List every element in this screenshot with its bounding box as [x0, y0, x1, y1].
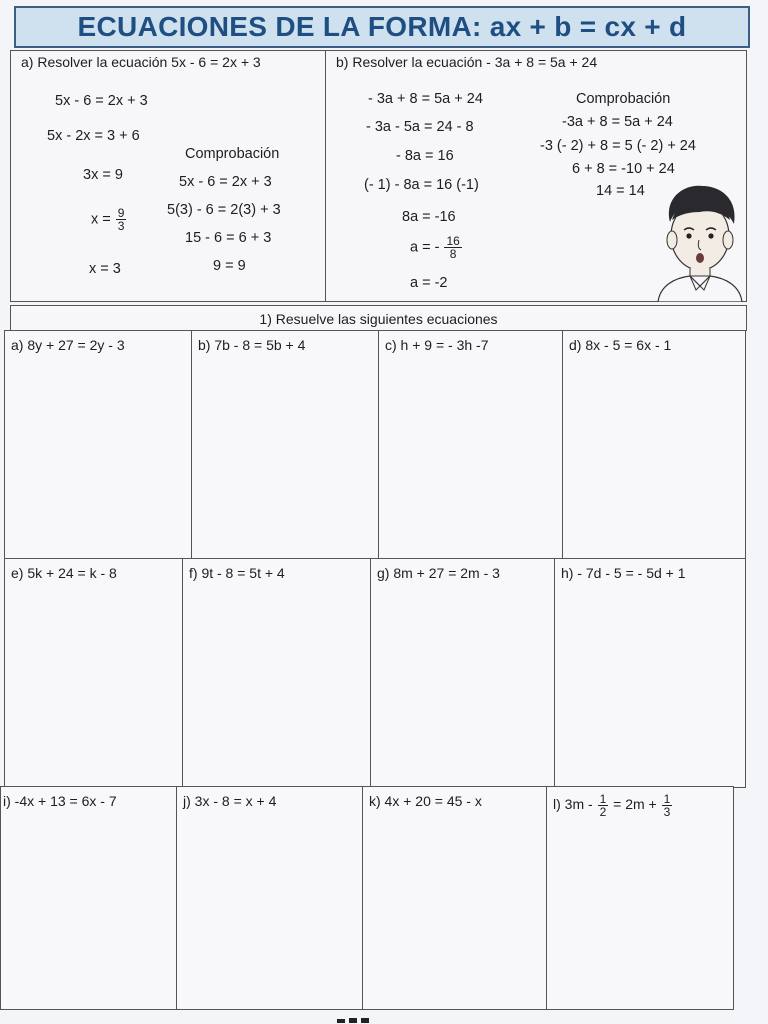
- example-a-step-3: 3x = 9: [83, 167, 123, 183]
- example-a-step-5: x = 3: [89, 261, 121, 277]
- exercise-cell-c[interactable]: [378, 330, 564, 560]
- exercise-j-label: j) 3x - 8 = x + 4: [183, 793, 277, 809]
- example-b-step-2: - 3a - 5a = 24 - 8: [366, 119, 474, 135]
- exercise-h-label: h) - 7d - 5 = - 5d + 1: [561, 565, 686, 581]
- example-a-fraction: [116, 207, 127, 232]
- exercise-b-label: b) 7b - 8 = 5b + 4: [198, 337, 306, 353]
- example-a-heading: a) Resolver la ecuación 5x - 6 = 2x + 3: [21, 54, 261, 70]
- exercise-cell-b[interactable]: [191, 330, 380, 560]
- example-a-check-1: 5x - 6 = 2x + 3: [179, 174, 272, 190]
- example-b-step-6: [410, 235, 463, 260]
- exercise-cell-h[interactable]: [554, 558, 746, 788]
- example-b-check-3: 6 + 8 = -10 + 24: [572, 161, 675, 177]
- exercise-c-label: c) h + 9 = - 3h -7: [385, 337, 489, 353]
- exercise-k-label: k) 4x + 20 = 45 - x: [369, 793, 482, 809]
- example-a-check-3: 15 - 6 = 6 + 3: [185, 230, 272, 246]
- example-a-step-1: 5x - 6 = 2x + 3: [55, 93, 148, 109]
- exercise-cell-f[interactable]: [182, 558, 372, 788]
- example-a-step-2: 5x - 2x = 3 + 6: [47, 128, 140, 144]
- exercise-cell-k[interactable]: [362, 786, 548, 1010]
- exercise-a-label: a) 8y + 27 = 2y - 3: [11, 337, 125, 353]
- example-b-check-2: -3 (- 2) + 8 = 5 (- 2) + 24: [540, 138, 696, 154]
- fraction-numerator: 16: [446, 234, 460, 248]
- example-a-check-2: 5(3) - 6 = 2(3) + 3: [167, 202, 281, 218]
- example-b-check-4: 14 = 14: [596, 183, 645, 199]
- example-b-heading: b) Resolver la ecuación - 3a + 8 = 5a + 24: [336, 54, 598, 70]
- exercise-cell-l[interactable]: [546, 786, 734, 1010]
- example-b-check-1: -3a + 8 = 5a + 24: [562, 114, 673, 130]
- fraction-denominator: 3: [117, 219, 125, 233]
- example-a-step-4-text: x =: [91, 211, 111, 228]
- example-b-step-7: a = -2: [410, 275, 448, 291]
- example-b-step-4: (- 1) - 8a = 16 (-1): [364, 177, 479, 193]
- boy-illustration: [650, 178, 748, 302]
- exercise-d-label: d) 8x - 5 = 6x - 1: [569, 337, 672, 353]
- exercise-l-text-right: = 2m +: [613, 796, 657, 813]
- exercise-g-label: g) 8m + 27 = 2m - 3: [377, 565, 500, 581]
- exercise-l-fraction-1: [598, 793, 609, 818]
- exercise-f-label: f) 9t - 8 = 5t + 4: [189, 565, 285, 581]
- fraction-numerator: 1: [663, 792, 671, 806]
- fraction-denominator: 8: [449, 247, 457, 261]
- exercise-i-label: i) -4x + 13 = 6x - 7: [3, 793, 117, 809]
- page-number-fragment: [335, 1013, 395, 1024]
- example-a-check-title: Comprobación: [185, 146, 280, 162]
- exercise-cell-i[interactable]: [0, 786, 178, 1010]
- page-title: ECUACIONES DE LA FORMA: ax + b = cx + d: [77, 11, 687, 42]
- exercise-l-label: [553, 793, 673, 818]
- fraction-denominator: 2: [599, 805, 607, 819]
- exercise-l-fraction-2: [662, 793, 673, 818]
- example-a-step-4: [91, 207, 127, 232]
- exercise-grid: [4, 330, 746, 1010]
- exercise-cell-e[interactable]: [4, 558, 184, 788]
- fraction-denominator: 3: [663, 805, 671, 819]
- example-b-step-1: - 3a + 8 = 5a + 24: [368, 91, 483, 107]
- example-a-box: [10, 50, 326, 302]
- example-b-step-5: 8a = -16: [402, 209, 456, 225]
- example-b-step-3: - 8a = 16: [396, 148, 454, 164]
- fraction-numerator: 9: [117, 206, 125, 220]
- exercise-cell-j[interactable]: [176, 786, 364, 1010]
- exercise-l-text-left: l) 3m -: [553, 796, 593, 813]
- exercise-cell-g[interactable]: [370, 558, 556, 788]
- exercise-cell-a[interactable]: [4, 330, 193, 560]
- example-b-fraction: [444, 235, 461, 260]
- exercise-cell-d[interactable]: [562, 330, 746, 560]
- example-b-check-title: Comprobación: [576, 91, 671, 107]
- exercise-heading: 1) Resuelve las siguientes ecuaciones: [10, 305, 747, 331]
- fraction-numerator: 1: [599, 792, 607, 806]
- example-b-step-6-text: a = -: [410, 239, 440, 256]
- exercise-e-label: e) 5k + 24 = k - 8: [11, 565, 117, 581]
- title-banner: [14, 6, 750, 48]
- example-a-check-4: 9 = 9: [213, 258, 246, 274]
